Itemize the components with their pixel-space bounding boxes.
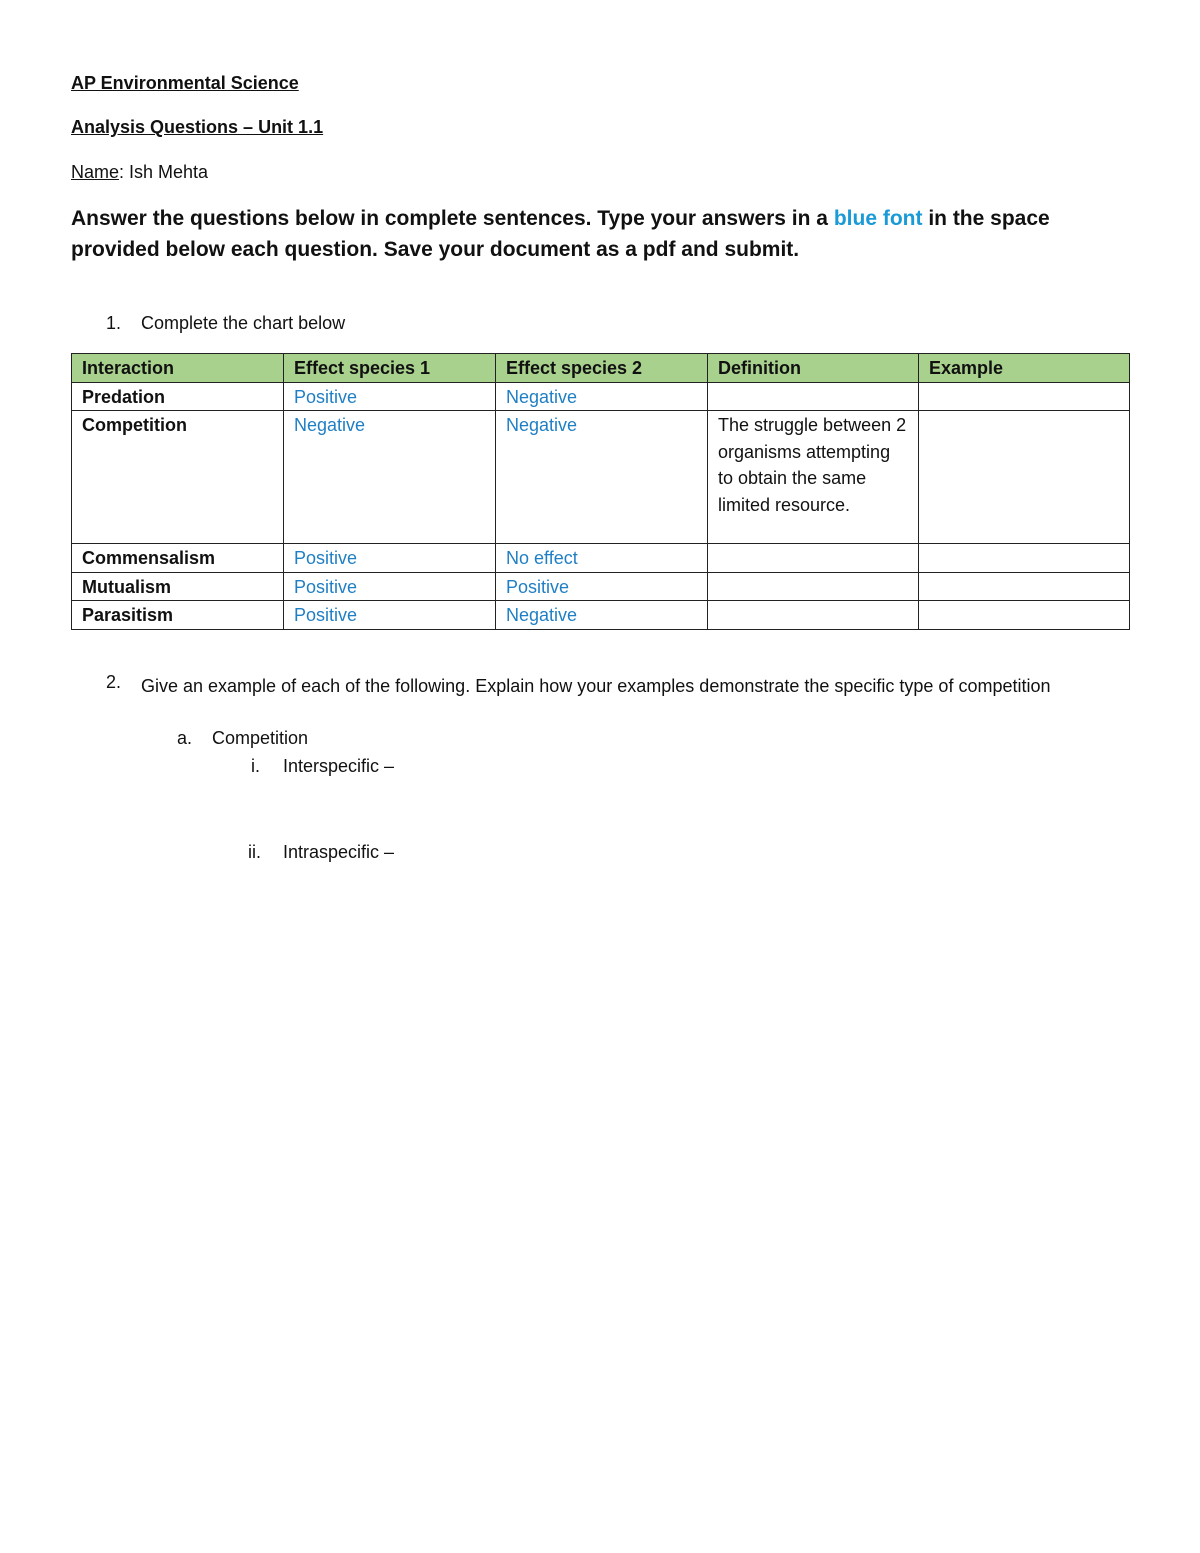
instructions-part1: Answer the questions below in complete sentences. Type your answers in a (71, 207, 834, 230)
cell-effect1[interactable]: Positive (284, 572, 496, 601)
cell-definition[interactable] (708, 544, 919, 573)
cell-effect1[interactable]: Negative (284, 411, 496, 544)
name-line (71, 162, 208, 183)
table-row (72, 572, 1130, 601)
cell-effect1[interactable]: Positive (284, 544, 496, 573)
cell-example[interactable] (919, 411, 1130, 544)
question-2ai-text: Interspecific – (283, 756, 395, 776)
cell-interaction: Predation (72, 382, 284, 411)
document-title: AP Environmental Science (71, 73, 299, 93)
question-2-number: 2. (106, 672, 122, 692)
question-2a-text: Competition (212, 728, 309, 748)
cell-definition[interactable] (708, 382, 919, 411)
instructions-part2: in the space provided below each question. Save your document as a pdf and submit. (71, 207, 1050, 261)
cell-example[interactable] (919, 601, 1130, 630)
question-1-number: 1. (106, 313, 122, 333)
table-row (72, 382, 1130, 411)
cell-interaction: Mutualism (72, 572, 284, 601)
question-2aii-marker: ii. (248, 842, 261, 862)
question-2a-marker: a. (177, 728, 193, 748)
header-example: Example (919, 354, 1130, 383)
cell-effect1[interactable]: Positive (284, 601, 496, 630)
cell-interaction: Commensalism (72, 544, 284, 573)
cell-effect2[interactable]: Negative (496, 411, 708, 544)
cell-example[interactable] (919, 572, 1130, 601)
name-label: Name (71, 162, 120, 182)
document-subtitle: Analysis Questions – Unit 1.1 (71, 117, 324, 137)
table-row (72, 544, 1130, 573)
question-2aii-text: Intraspecific – (283, 842, 395, 862)
table-row (72, 601, 1130, 630)
name-separator: : (119, 162, 130, 182)
question-2ai-marker: i. (251, 756, 260, 776)
cell-definition[interactable] (708, 572, 919, 601)
cell-interaction: Parasitism (72, 601, 284, 630)
question-2-text: Give an example of each of the following. Explain how your examples demonstrate the specific type of competition (141, 676, 1051, 696)
cell-effect2[interactable]: Negative (496, 601, 708, 630)
cell-interaction: Competition (72, 411, 284, 544)
cell-example[interactable] (919, 382, 1130, 411)
cell-effect2[interactable]: Positive (496, 572, 708, 601)
cell-effect2[interactable]: Negative (496, 382, 708, 411)
cell-effect2[interactable]: No effect (496, 544, 708, 573)
cell-definition[interactable]: The struggle between 2 organisms attempting to obtain the same limited resource. (708, 411, 919, 544)
table-row (72, 411, 1130, 544)
header-interaction: Interaction (72, 354, 284, 383)
name-value: Ish Mehta (129, 162, 209, 182)
header-effect-species-2: Effect species 2 (496, 354, 708, 383)
instructions-highlight: blue font (833, 207, 923, 230)
interaction-table (71, 353, 1130, 630)
header-effect-species-1: Effect species 1 (284, 354, 496, 383)
instructions (71, 203, 1129, 265)
cell-definition[interactable] (708, 601, 919, 630)
cell-effect1[interactable]: Positive (284, 382, 496, 411)
question-1-text: Complete the chart below (141, 313, 346, 333)
header-definition: Definition (708, 354, 919, 383)
cell-example[interactable] (919, 544, 1130, 573)
table-header-row (72, 354, 1130, 383)
